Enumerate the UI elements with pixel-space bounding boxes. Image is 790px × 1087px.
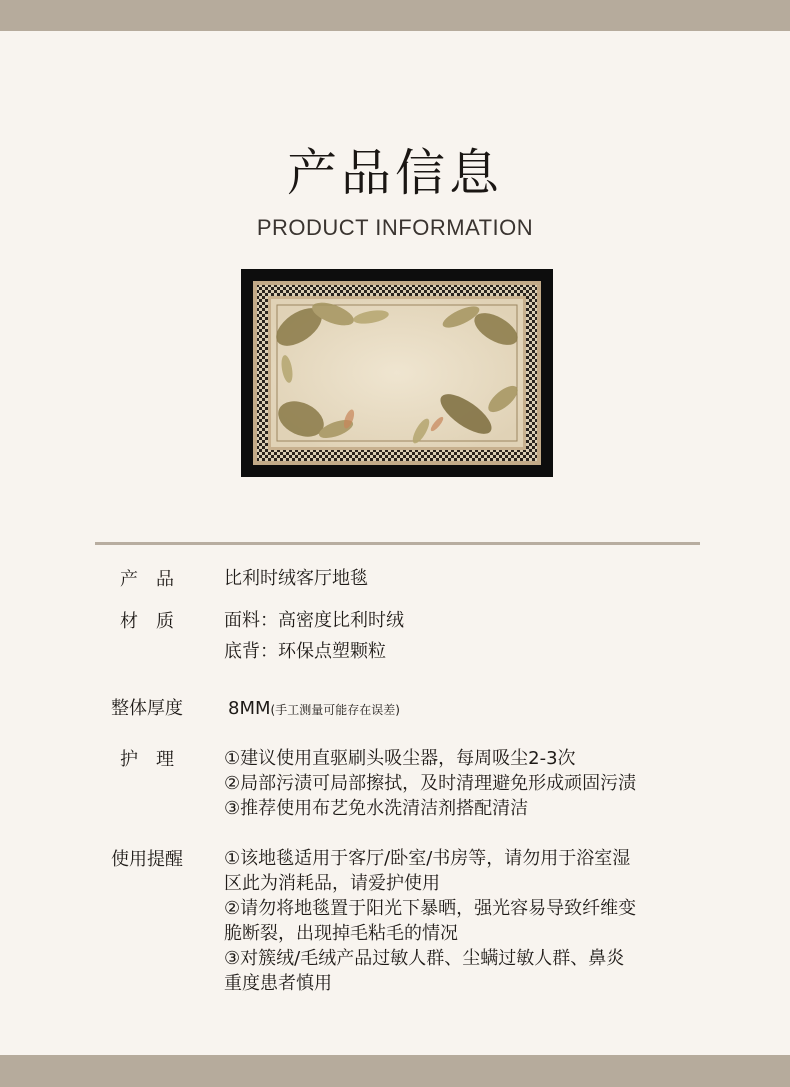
spec-label-thickness: 整体厚度: [111, 698, 183, 719]
spec-value-material-line: 底背：环保点塑颗粒: [224, 641, 386, 662]
page-title: 产品信息: [287, 144, 503, 202]
spec-label-material: 材 质: [120, 611, 174, 632]
spec-value-thickness: [228, 696, 400, 723]
spec-value-tips-line: 区此为消耗品，请爱护使用: [224, 873, 440, 894]
thickness-note: (手工测量可能存在误差): [270, 703, 400, 717]
page-subtitle: PRODUCT INFORMATION: [256, 215, 534, 240]
rug-illustration: [241, 269, 553, 477]
spec-value-tips-line: 重度患者慎用: [224, 973, 332, 994]
bottom-band: [0, 1055, 790, 1087]
spec-label-tips: 使用提醒: [111, 849, 183, 870]
spec-label-care: 护 理: [120, 749, 174, 770]
top-band: [0, 0, 790, 31]
spec-value-tips-line: 脆断裂，出现掉毛粘毛的情况: [224, 923, 458, 944]
spec-value-care-line: ①建议使用直驱刷头吸尘器，每周吸尘2-3次: [224, 748, 576, 769]
spec-value-care-line: ②局部污渍可局部擦拭，及时清理避免形成顽固污渍: [224, 773, 637, 794]
thickness-value: 8MM: [228, 698, 271, 719]
spec-label-product: 产 品: [120, 569, 174, 590]
rug-image: [241, 269, 553, 477]
spec-value-tips-line: ②请勿将地毯置于阳光下暴晒，强光容易导致纤维变: [224, 898, 637, 919]
spec-value-material-line: 面料：高密度比利时绒: [224, 610, 404, 631]
spec-value-care-line: ③推荐使用布艺免水洗清洁剂搭配清洁: [224, 798, 529, 819]
spec-value-tips-line: ③对簇绒/毛绒产品过敏人群、尘螨过敏人群、鼻炎: [224, 948, 625, 969]
section-divider: [95, 542, 700, 545]
spec-value-tips-line: ①该地毯适用于客厅/卧室/书房等，请勿用于浴室湿: [224, 848, 631, 869]
spec-value-product: 比利时绒客厅地毯: [224, 568, 368, 589]
